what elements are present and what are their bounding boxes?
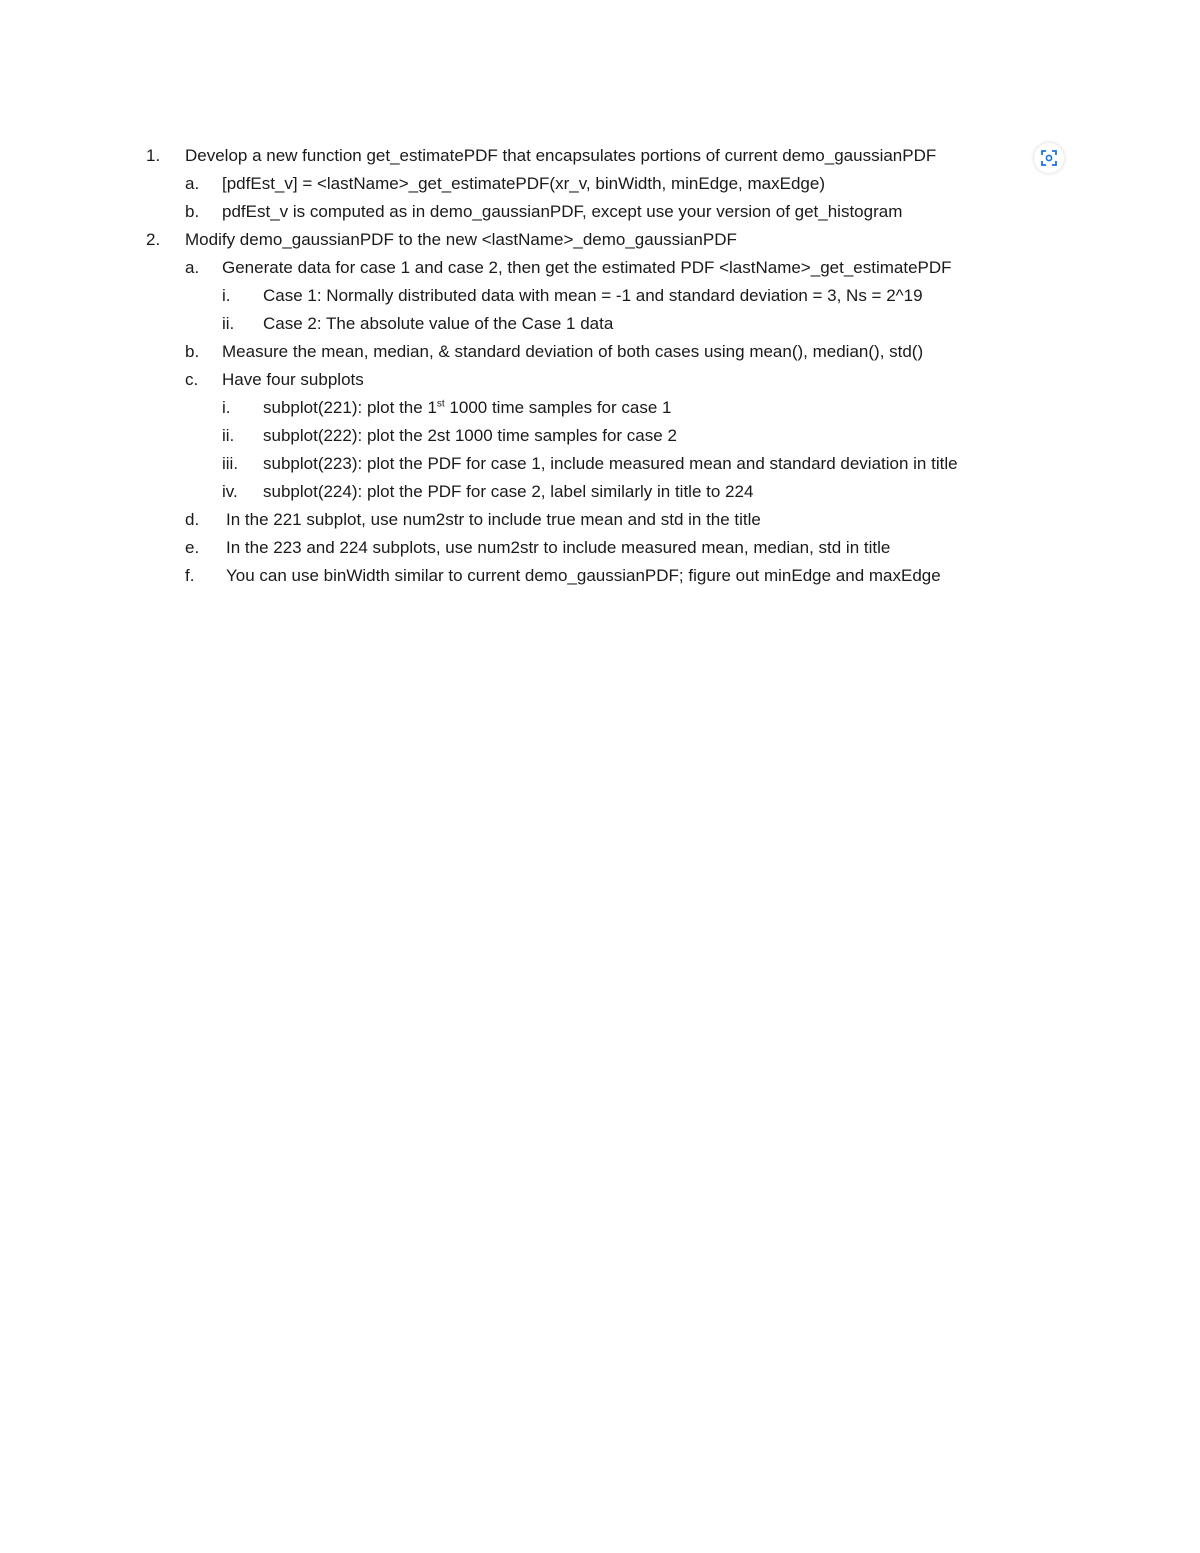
list-marker: i. xyxy=(222,398,231,417)
list-marker: 1. xyxy=(146,146,161,165)
list-marker: c. xyxy=(185,370,199,389)
list-item-text-end: 1000 time samples for case 1 xyxy=(444,398,672,417)
list-item-text: Have four subplots xyxy=(222,370,364,389)
list-item-text: Case 1: Normally distributed data with mean = -1 and standard deviation = 3, Ns = 2^19 xyxy=(263,286,923,305)
list-item-text-start: subplot(221): plot the 1 xyxy=(263,398,437,417)
list-marker: 2. xyxy=(146,230,161,249)
list-item-text: Generate data for case 1 and case 2, then get the estimated PDF <lastName>_get_estimatePDF xyxy=(222,258,952,277)
list-item-text: subplot(222): plot the 2st 1000 time samples for case 2 xyxy=(263,426,677,445)
ordinal-superscript: st xyxy=(436,398,445,410)
list-marker: e. xyxy=(185,538,200,557)
list-marker: ii. xyxy=(222,426,235,445)
list-marker: f. xyxy=(185,566,195,585)
list-marker: i. xyxy=(222,286,231,305)
list-item-text: Develop a new function get_estimatePDF that encapsulates portions of current demo_gaussianPDF xyxy=(185,146,937,165)
list-item-text: Measure the mean, median, & standard deviation of both cases using mean(), median(), std() xyxy=(222,342,924,361)
list-marker: a. xyxy=(185,174,200,193)
list-marker: ii. xyxy=(222,314,235,333)
list-marker: iii. xyxy=(222,454,239,473)
list-marker: b. xyxy=(185,202,200,221)
list-marker: b. xyxy=(185,342,200,361)
visual-search-icon xyxy=(1040,149,1058,167)
list-marker: a. xyxy=(185,258,200,277)
list-item-text: In the 221 subplot, use num2str to include true mean and std in the title xyxy=(226,510,761,529)
list-item-text: pdfEst_v is computed as in demo_gaussianPDF, except use your version of get_histogram xyxy=(222,202,903,221)
list-item-text xyxy=(263,398,671,418)
list-item-text: In the 223 and 224 subplots, use num2str to include measured mean, median, std in title xyxy=(226,538,891,557)
visual-search-button[interactable] xyxy=(1034,143,1064,173)
list-marker: d. xyxy=(185,510,200,529)
list-marker: iv. xyxy=(222,482,238,501)
list-item-text: You can use binWidth similar to current demo_gaussianPDF; figure out minEdge and maxEdge xyxy=(226,566,941,585)
list-item-text: subplot(224): plot the PDF for case 2, label similarly in title to 224 xyxy=(263,482,754,501)
list-item-text: Modify demo_gaussianPDF to the new <lastName>_demo_gaussianPDF xyxy=(185,230,737,249)
list-item-text: Case 2: The absolute value of the Case 1 data xyxy=(263,314,614,333)
list-item-text: subplot(223): plot the PDF for case 1, include measured mean and standard deviation in title xyxy=(263,454,958,473)
list-item-text: [pdfEst_v] = <lastName>_get_estimatePDF(xr_v, binWidth, minEdge, maxEdge) xyxy=(222,174,825,193)
